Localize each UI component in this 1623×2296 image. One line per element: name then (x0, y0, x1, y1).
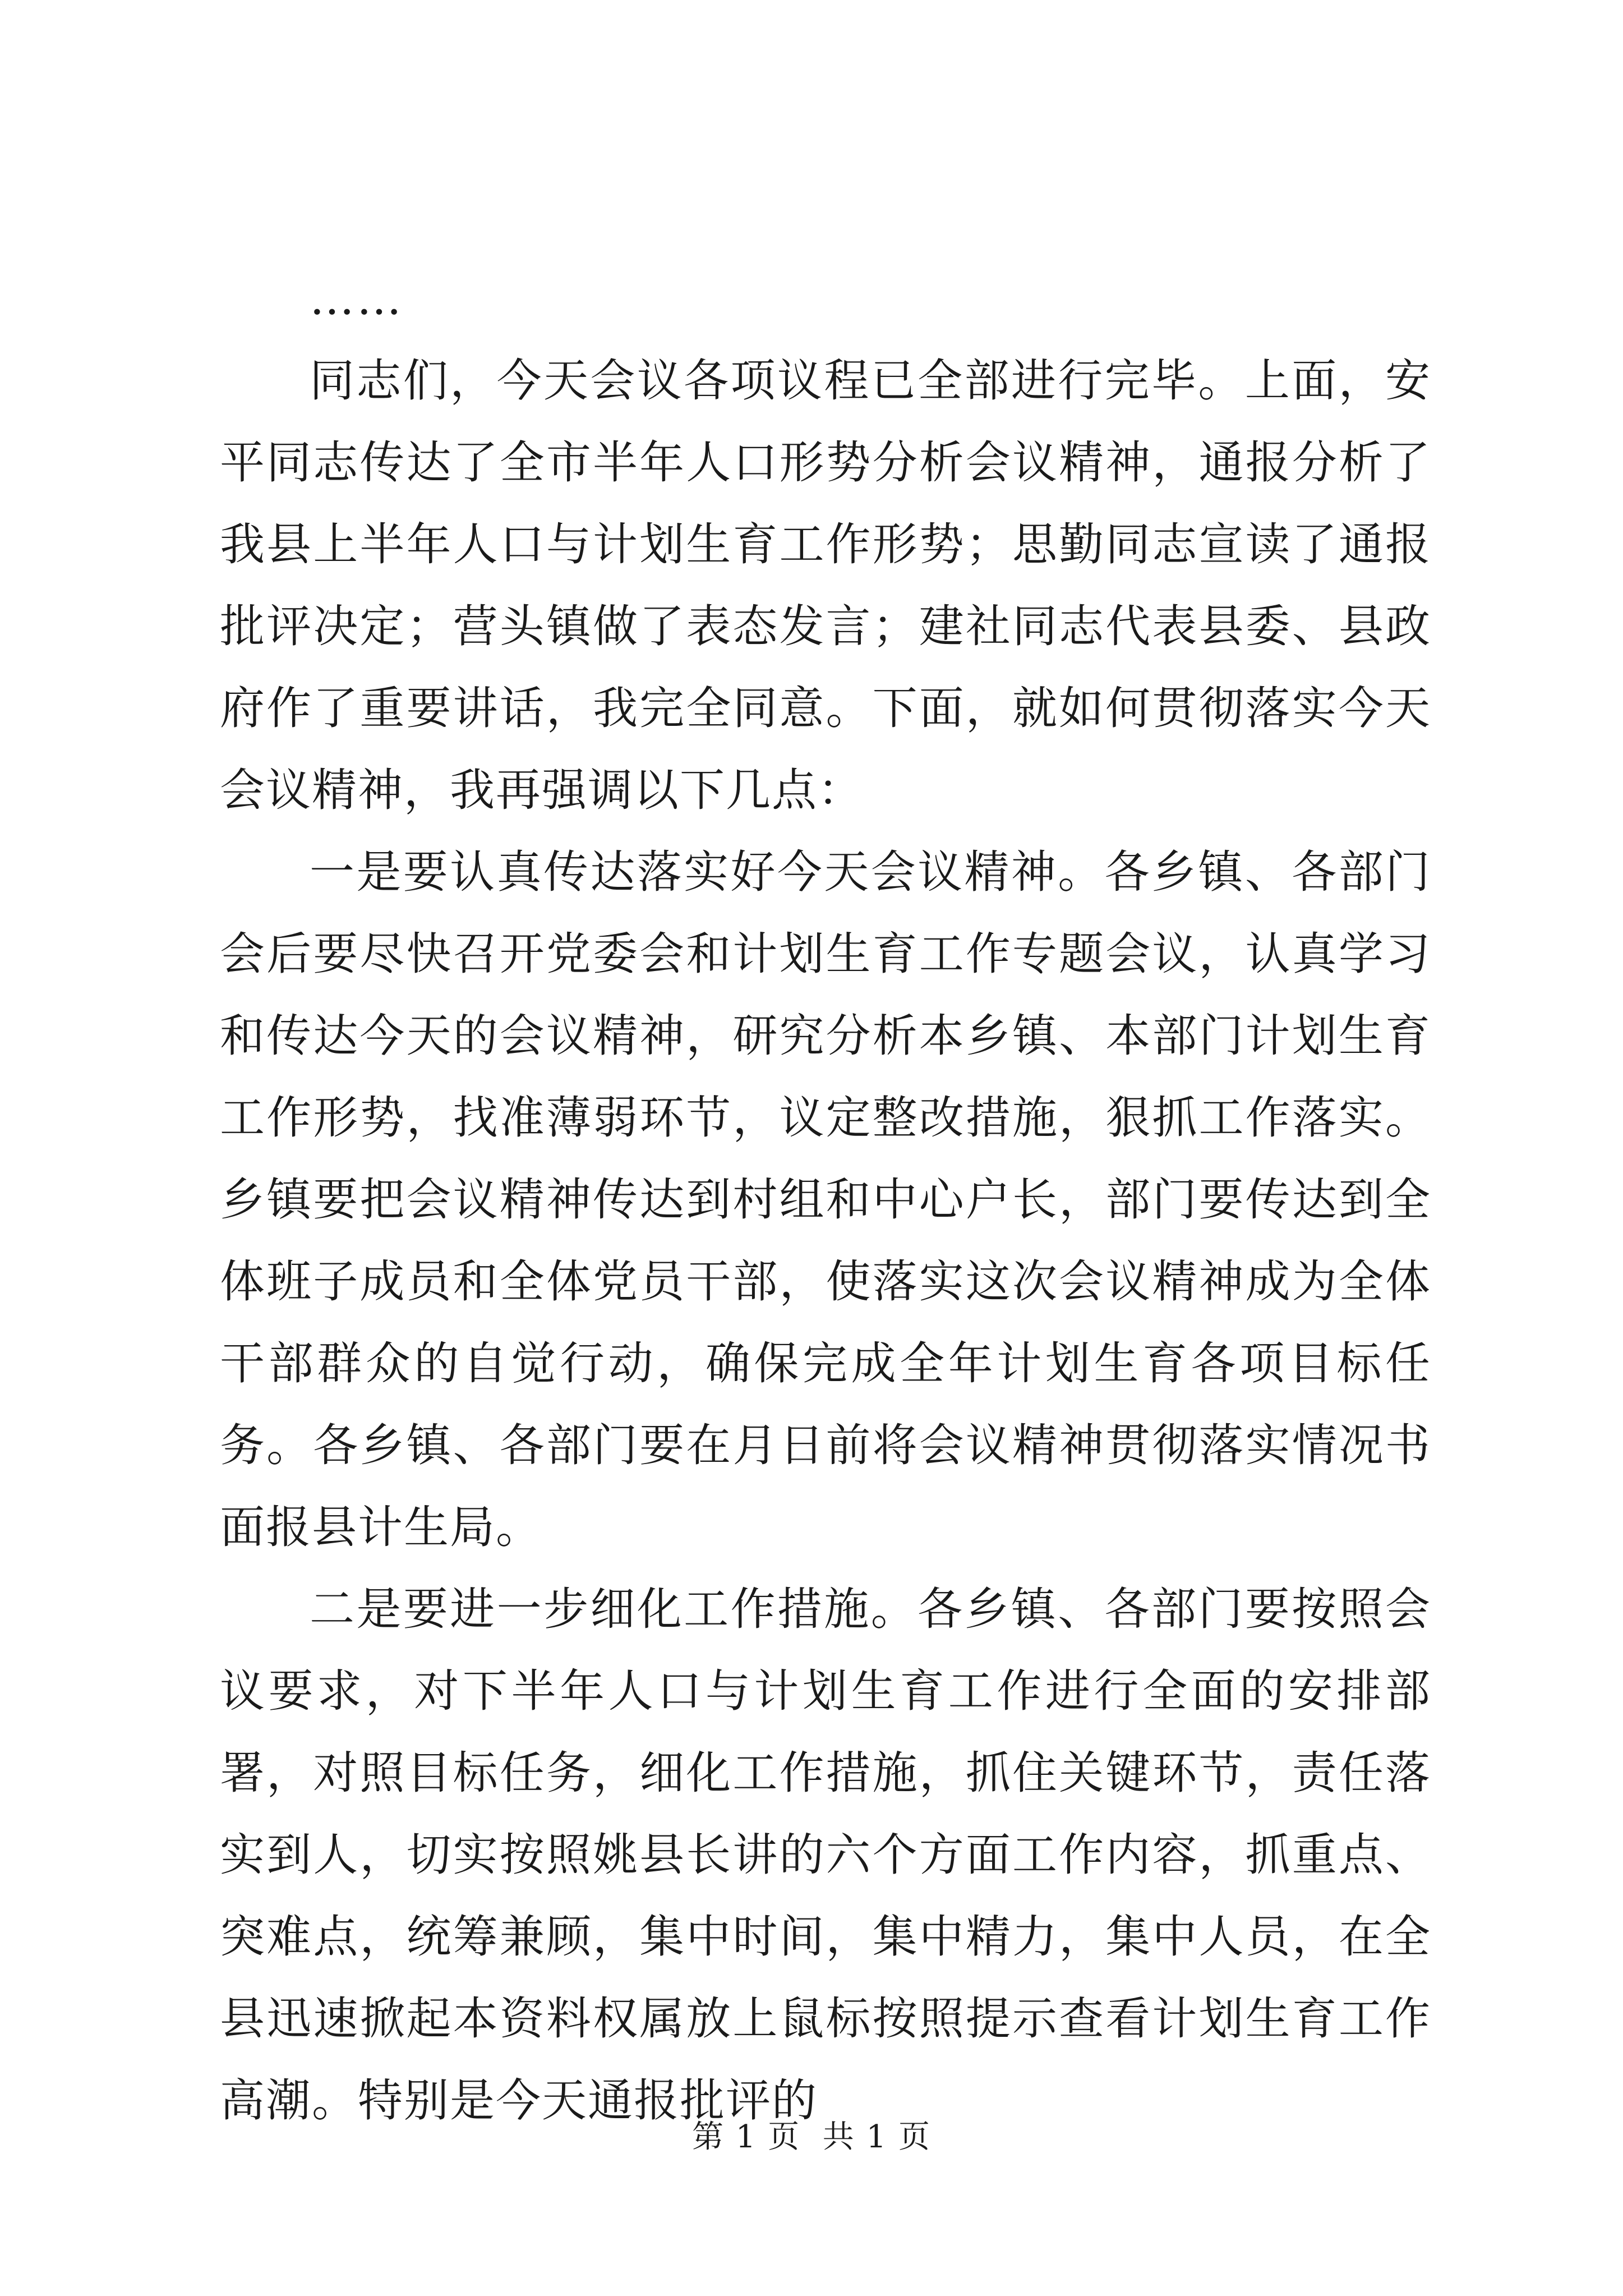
paragraph-point-two: 二是要进一步细化工作措施。各乡镇、各部门要按照会议要求，对下半年人口与计划生育工作进行全面的安排部署，对照目标任务，细化工作措施，抓住关键环节，责任落实到人，切实按照姚县长讲的六个方面工作内容，抓重点、突难点，统筹兼顾，集中时间，集中精力，集中人员，在全县迅速掀起本资料权属放上鼠标按照提示查看计划生育工作高潮。特别是今天通报批评的 (220, 1583, 1431, 2127)
paragraph-intro: 同志们，今天会议各项议程已全部进行完毕。上面，安平同志传达了全市半年人口形势分析会议精神，通报分析了我县上半年人口与计划生育工作形势；思勤同志宣读了通报批评决定；营头镇做了表态发言；建社同志代表县委、县政府作了重要讲话，我完全同意。下面，就如何贯彻落实今天会议精神，我再强调以下几点： (220, 355, 1431, 816)
paragraph-point-one: 一是要认真传达落实好今天会议精神。各乡镇、各部门会后要尽快召开党委会和计划生育工作专题会议，认真学习和传达今天的会议精神，研究分析本乡镇、本部门计划生育工作形势，找准薄弱环节，议定整改措施，狠抓工作落实。乡镇要把会议精神传达到村组和中心户长，部门要传达到全体班子成员和全体党员干部，使落实这次会议精神成为全体干部群众的自觉行动，确保完成全年计划生育各项目标任务。各乡镇、各部门要在月日前将会议精神贯彻落实情况书面报县计生局。 (220, 846, 1431, 1553)
document-body (220, 258, 1431, 2142)
ellipsis-line: …… (310, 273, 404, 325)
page-number-label: 第 1 页 共 1 页 (691, 2119, 932, 2155)
page-footer (0, 2118, 1623, 2157)
